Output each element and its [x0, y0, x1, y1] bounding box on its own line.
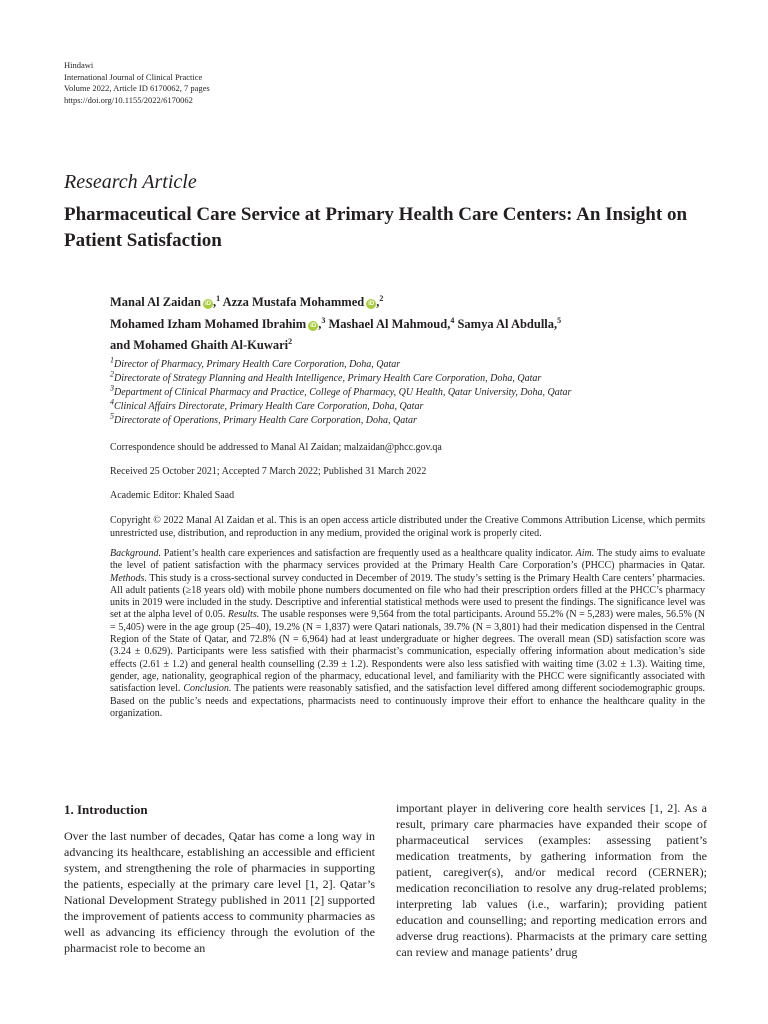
- affiliation-text: Directorate of Strategy Planning and Health Intelligence, Primary Health Care Corporation, Doha, Qatar: [114, 373, 542, 384]
- affiliation-number: 2: [110, 369, 114, 379]
- author-name: Azza Mustafa Mohammed: [222, 295, 365, 309]
- abstract-conclusion-label: Conclusion.: [183, 683, 232, 695]
- author-affiliation-mark: 2: [288, 336, 293, 346]
- affiliation-text: Department of Clinical Pharmacy and Practice, College of Pharmacy, QU Health, Qatar University, Doha, Qatar: [114, 387, 572, 398]
- affiliation-item: [110, 411, 571, 428]
- affiliation-number: 4: [110, 397, 114, 407]
- orcid-icon[interactable]: iD: [368, 301, 375, 307]
- abstract-methods: This study is a cross-sectional survey conducted in December of 2019. The study’s setting is the Primary Health Care centers’ pharmacies. All adult patients (≥18 years old) with mobile phone numbers documented on file who had their prescription orders filled at the PHCC’s pharmacy units in 2019 were included in the study. Descriptive and inferential statistical methods were used to present the findings. The significance level was set at the alpha level of 0.05.: [110, 572, 705, 621]
- doi-link[interactable]: https://doi.org/10.1155/2022/6170062: [64, 94, 193, 105]
- affiliation-text: Clinical Affairs Directorate, Primary Health Care Corporation, Doha, Qatar: [114, 401, 424, 412]
- affiliation-list: [110, 355, 572, 428]
- section-heading-introduction: 1. Introduction: [64, 802, 148, 817]
- abstract-results: The usable responses were 9,564 from the total participants. Around 55.2% (N = 5,283) were males, 56.5% (N = 5,405) were in the age group (25–40), 19.2% (N = 1,837) were Qatari nationals, 39.7% (N = 3,801) had their medication dispensed in the Central Region of the State of Qatar, and 72.8% (N = 6,964) had at least undergraduate or higher degrees. The overall mean (SD) satisfaction score was (3.24 ± 0.629). Participants were less satisfied with their pharmacist’s communication, especially offering information about medication’s side effects (2.61 ± 1.2) and general health counselling (2.39 ± 1.2). Respondents were also less satisfied with waiting time (3.02 ± 1.3). Waiting time, gender, age, nationality, geographical region of the pharmacy, educational level, and familiarity with the PHCC were significantly associated with satisfaction level.: [110, 609, 705, 695]
- affiliation-text: Directorate of Operations, Primary Health Care Corporation, Doha, Qatar: [114, 415, 417, 426]
- intro-column-right: important player in delivering core health services [1, 2]. As a result, primary care pharmacies have expanded their scope of pharmaceutical services (examples: assessing patient’s medication treatments, by gathering information from the patient, caregiver(s), and/or medical record (CERNER); medication reconciliation to resolve any drug-related problems; interpreting lab values (i.e., warfarin); providing patient education and counselling; and reporting medication errors and adverse drug reactions). Pharmacists at the primary care setting can review and manage patients’ drug: [396, 801, 707, 959]
- author-affiliation-mark: 5: [557, 315, 562, 325]
- abstract-aim-label: Aim.: [575, 548, 595, 559]
- affiliation-item: [110, 369, 571, 386]
- author-affiliation-mark: 4: [450, 315, 455, 325]
- author-affiliation-mark: 3: [321, 315, 326, 325]
- affiliation-number: 1: [110, 355, 114, 365]
- copyright-notice: Copyright © 2022 Manal Al Zaidan et al. This is an open access article distributed under the Creative Commons Attribution License, which permits unrestricted use, distribution, and reproduction in any medium, provided the original work is properly cited.: [110, 515, 705, 539]
- affiliation-number: 5: [110, 411, 114, 421]
- author-list: Manal Al Zaidan iD ,$^1$ Azza Mustafa Mohammed iD ,$^2$ Mohamed Izham Mohamed Ibrahim iD ,$^3$ Mashael Al Mahmoud,$^4$ Samya Al Abdulla,$^5$ and Mohamed Ghaith Al-Kuwari$^2$: [110, 293, 562, 352]
- publication-dates: Received 25 October 2021; Accepted 7 March 2022; Published 31 March 2022: [110, 466, 427, 477]
- paper-title: Pharmaceutical Care Service at Primary Health Care Centers: An Insight on Patient Satisfaction: [64, 204, 688, 251]
- orcid-icon[interactable]: iD: [205, 301, 211, 307]
- author-name: and Mohamed Ghaith Al-Kuwari: [110, 338, 289, 352]
- affiliation-item: [110, 355, 571, 372]
- academic-editor: Academic Editor: Khaled Saad: [110, 490, 235, 501]
- journal-name: International Journal of Clinical Practice: [64, 71, 203, 82]
- abstract: [110, 548, 705, 720]
- author-name: Samya Al Abdulla: [457, 316, 555, 331]
- author-affiliation-mark: 2: [379, 293, 384, 303]
- volume-info: Volume 2022, Article ID 6170062, 7 pages: [64, 83, 210, 93]
- affiliation-number: 3: [110, 383, 114, 393]
- affiliation-text: Director of Pharmacy, Primary Health Care Corporation, Doha, Qatar: [114, 359, 401, 370]
- abstract-background-label: Background.: [110, 548, 162, 559]
- author-name: Mashael Al Mahmoud: [328, 316, 448, 331]
- affiliation-item: [110, 383, 572, 400]
- intro-column-left: Over the last number of decades, Qatar has come a long way in advancing its healthcare, establishing an accessible and efficient system, and strengthening the role of pharmacies in supporting the patients, especially at the primary care level [1, 2]. Qatar’s National Development Strategy published in 2011 [2] supported the improvement of patients access to community pharmacies as well as advancing its efficiency through the evolution of the pharmacist role to become an: [64, 829, 375, 955]
- author-name: Mohamed Izham Mohamed Ibrahim: [110, 316, 307, 331]
- abstract-background: Patient’s health care experiences and satisfaction are frequently used as a healthcare quality indicator.: [161, 548, 576, 559]
- abstract-conclusion: The patients were reasonably satisfied, and the satisfaction level differed among different sociodemographic groups. Based on the public’s needs and expectations, pharmacists need to continuously improve their effort to enhance the healthcare quality in the organization.: [110, 683, 705, 719]
- article-type: Research Article: [64, 171, 197, 193]
- author-name: Manal Al Zaidan: [110, 295, 201, 309]
- abstract-aim: The study aims to evaluate the level of patient satisfaction with the pharmacy services provided at the Primary Health Care Corporation’s (PHCC) pharmacies in Qatar.: [110, 548, 706, 572]
- journal-masthead: [64, 60, 210, 106]
- orcid-icon[interactable]: iD: [310, 322, 317, 329]
- correspondence: Correspondence should be addressed to Manal Al Zaidan; malzaidan@phcc.gov.qa: [110, 442, 442, 453]
- publisher-name: Hindawi: [64, 60, 94, 70]
- abstract-methods-label: Methods.: [110, 572, 147, 584]
- abstract-results-label: Results.: [227, 609, 260, 621]
- affiliation-item: [110, 397, 571, 414]
- author-affiliation-mark: 1: [216, 293, 221, 303]
